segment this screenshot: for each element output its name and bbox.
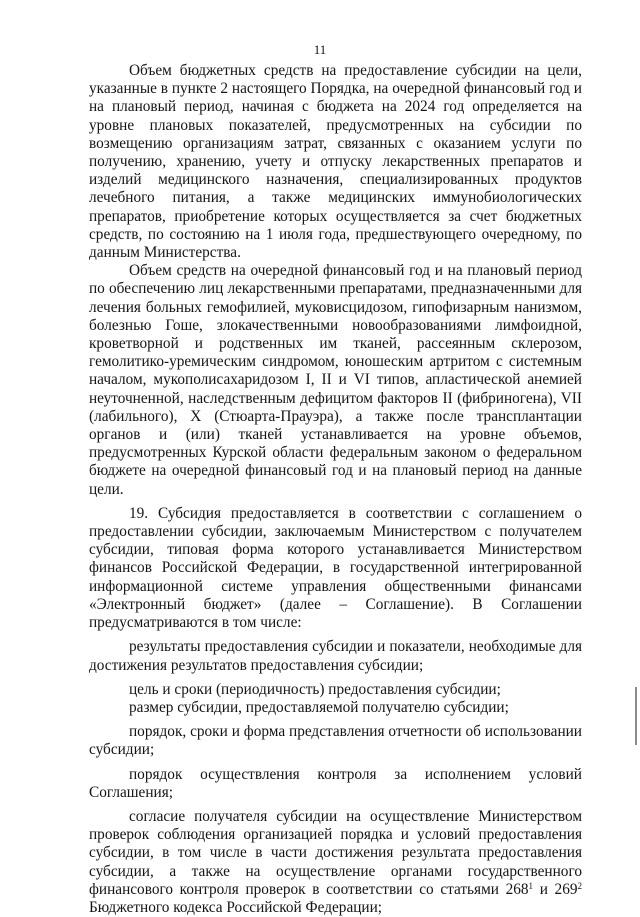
paragraph-medicine-funding: Объем средств на очередной финансовый год и на плановый период по обеспечению лиц лекарственными препаратами, предназначенными для лечения больных гемофилией, муковисцидозом, гипофизарным нанизмом, болезнью Гоше, злокачественными новообразованиями лимфоидной, кроветворной и родственных им тканей, рассеянным склерозом, гемолитико-уремическим синдромом, юношеским артритом с системным началом, мукополисахаридозом I, II и VI типов, апластической анемией неуточненной, наследственным дефицитом факторов II (фибриногена), VII (лабильного), X (Стюарта-Прауэра), а также после трансплантации органов и (или) тканей устанавливается на уровне объемов, предусмотренных Курской области федеральным законом о федеральном бюджете на очередной финансовый год и на плановый период на данные цели. [89,262,582,498]
footnote-mark-269: 2 [577,880,582,891]
paragraph-budget-volume: Объем бюджетных средств на предоставление субсидии на цели, указанные в пункте 2 настоящего Порядка, на очередной финансовый год и на плановый период, начиная с бюджета на 2024 год определяется на уровне плановых показателей, предусмотренных на субсидии по возмещению организациям затрат, связанных с оказанием услуги по получению, хранению, учету и отпуску лекарственных препаратов и изделий медицинского назначения, специализированных продуктов лечебного питания, а также медицинских иммунобиологических препаратов, приобретение которых осуществляется за счет бюджетных средств, по состоянию на 1 июля года, предшествующего очередному, по данным Министерства. [89,62,582,262]
list-item-reporting: порядок, сроки и форма представления отчетности об использовании субсидии; [89,723,582,759]
list-item-control: порядок осуществления контроля за исполнением условий Соглашения; [89,765,582,801]
paragraph-clause-19: 19. Субсидия предоставляется в соответствии с соглашением о предоставлении субсидии, заключаемым Министерством с получателем субсидии, типовая форма которого устанавливается Министерством финансов Российской Федерации, в государственной интегрированной информационной системе управления общественными финансами «Электронный бюджет» (далее – Соглашение). В Соглашении предусматриваются в том числе: [89,504,582,632]
consent-text: согласие получателя субсидии на осуществление Министерством проверок соблюдения организацией порядка и условий предоставления субсидии, в том числе в части достижения результата предоставления субсидии, а также на осуществление органами государственного финансового контроля проверок в соответствии со статьями 268 [89,807,582,898]
list-item-results: результаты предоставления субсидии и показатели, необходимые для достижения результатов предоставления субсидии; [89,638,582,674]
footnote-mark-268: 1 [528,880,534,891]
consent-text-tail: Бюджетного кодекса Российской Федерации; [89,898,383,916]
consent-text-mid: и 269 [533,880,578,898]
page-number: 11 [313,42,327,57]
list-item-consent [89,808,582,917]
document-body [89,62,582,917]
list-item-amount: размер субсидии, предоставляемой получателю субсидии; [129,698,509,716]
list-item-purpose: цель и сроки (периодичность) предоставления субсидии; [129,680,501,698]
scan-edge-mark [635,687,637,745]
